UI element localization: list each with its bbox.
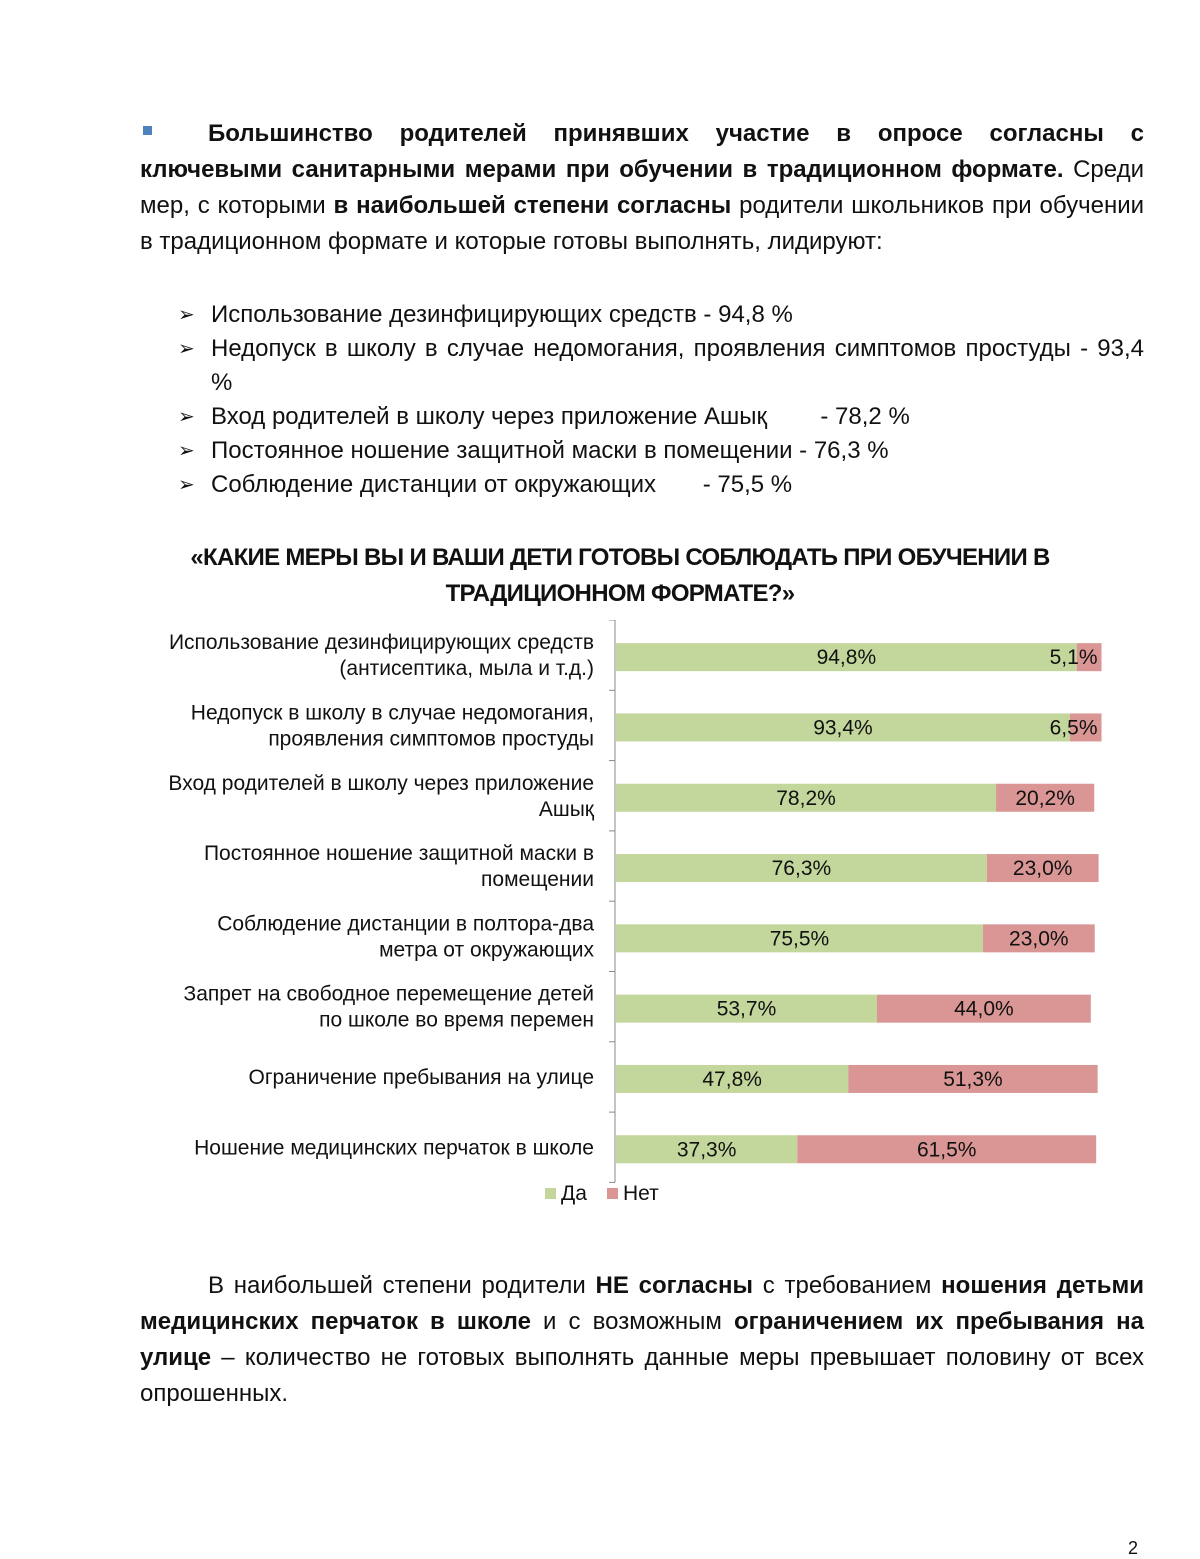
arrow-bullet-icon: ➢ — [178, 304, 195, 326]
data-label: 20,2% — [1015, 786, 1075, 810]
category-label: Ограничение пребывания на улице — [248, 1065, 594, 1089]
intro-text-2: родители школьников при обучении в традиционном формате и которые готовы выполнять, лидируют: — [140, 192, 1145, 255]
intro-paragraph — [140, 116, 1144, 260]
list-item — [178, 298, 1144, 332]
data-label: 75,5% — [769, 927, 830, 951]
legend-swatch-yes — [545, 1188, 556, 1199]
data-label: 23,0% — [1012, 857, 1073, 881]
list-item — [178, 400, 1144, 434]
outro-text-1: В наибольшей степени родители — [208, 1272, 596, 1299]
category-label: проявления симптомов простуды — [268, 727, 594, 751]
category-label: по школе во время перемен — [319, 1008, 594, 1032]
category-label: помещении — [481, 868, 594, 892]
data-label: 23,0% — [1009, 927, 1069, 951]
list-item-text: Вход родителей в школу через приложение Ашық - 78,2 % — [211, 403, 910, 430]
arrow-bullet-icon: ➢ — [178, 474, 195, 496]
category-label: Запрет на свободное перемещение детей — [183, 982, 594, 1006]
data-label: 61,5% — [916, 1138, 977, 1162]
data-label: 78,2% — [776, 786, 836, 810]
outro-bold-3: ограничением их пребывания на улице — [140, 1308, 1144, 1371]
intro-bold-2: в наибольшей степени согласны — [333, 192, 732, 219]
category-label: Постоянное ношение защитной маски в — [203, 842, 594, 866]
data-label: 37,3% — [676, 1138, 737, 1162]
list-item-text: Использование дезинфицирующих средств - 94,8 % — [211, 301, 793, 328]
data-label: 53,7% — [716, 997, 777, 1021]
category-label: Ашық — [538, 797, 594, 821]
intro-lead-bold: Большинство родителей принявших участие в опросе согласны с ключевыми санитарными мерами при обучении в традиционном формате. — [140, 120, 1144, 183]
outro-bold-1: НЕ согласны — [595, 1272, 753, 1299]
data-label: 51,3% — [943, 1067, 1003, 1091]
category-label: Недопуск в школу в случае недомогания, — [190, 701, 594, 725]
legend-swatch-no — [607, 1188, 618, 1199]
list-item — [178, 332, 1144, 400]
category-label: (антисептика, мыла и т.д.) — [339, 657, 594, 681]
category-label: Вход родителей в школу через приложение — [168, 771, 594, 795]
measures-list — [178, 298, 1144, 502]
category-label: Ношение медицинских перчаток в школе — [194, 1136, 594, 1160]
chart-title-line-1: «КАКИЕ МЕРЫ ВЫ И ВАШИ ДЕТИ ГОТОВЫ СОБЛЮДАТЬ ПРИ ОБУЧЕНИИ В — [190, 544, 1050, 571]
data-label: 47,8% — [702, 1067, 762, 1091]
arrow-bullet-icon: ➢ — [178, 440, 195, 462]
list-item — [178, 434, 1144, 468]
list-item-text: Недопуск в школу в случае недомогания, проявления симптомов простуды - 93,4 % — [211, 335, 1144, 396]
list-item-text: Постоянное ношение защитной маски в помещении - 76,3 % — [211, 437, 889, 464]
data-label: 76,3% — [771, 857, 832, 881]
list-item-text: Соблюдение дистанции от окружающих - 75,5 % — [211, 471, 793, 498]
data-label: 94,8% — [816, 646, 877, 670]
chart-title-line-2: ТРАДИЦИОННОМ ФОРМАТЕ?» — [445, 580, 795, 607]
arrow-bullet-icon: ➢ — [178, 406, 195, 428]
legend-label: Да — [561, 1182, 587, 1205]
data-label: 44,0% — [954, 997, 1014, 1021]
page-number: 2 — [1128, 1538, 1139, 1558]
chart-title — [140, 540, 1100, 612]
data-label: 5,1% — [1049, 646, 1098, 670]
outro-paragraph — [140, 1268, 1144, 1412]
list-item — [178, 468, 1144, 502]
arrow-bullet-icon: ➢ — [178, 338, 195, 360]
outro-text-2: с требованием — [753, 1272, 942, 1299]
outro-bold-2: ношения детьми медицинских перчаток в школе — [140, 1272, 1144, 1335]
data-label: 6,5% — [1049, 716, 1098, 740]
category-label: метра от окружающих — [379, 938, 594, 962]
legend-label: Нет — [623, 1182, 659, 1205]
category-label: Соблюдение дистанции в полтора-два — [217, 912, 594, 936]
outro-text-3: и с возможным — [530, 1308, 734, 1335]
stacked-bar-chart — [100, 620, 1120, 1220]
outro-text-4: – количество не готовых выполнять данные меры превышает половину от всех опрошенных. — [140, 1344, 1144, 1407]
category-label: Использование дезинфицирующих средств — [168, 631, 594, 655]
intro-text-1: Среди мер, с которыми — [140, 156, 1144, 219]
data-label: 93,4% — [813, 716, 873, 740]
